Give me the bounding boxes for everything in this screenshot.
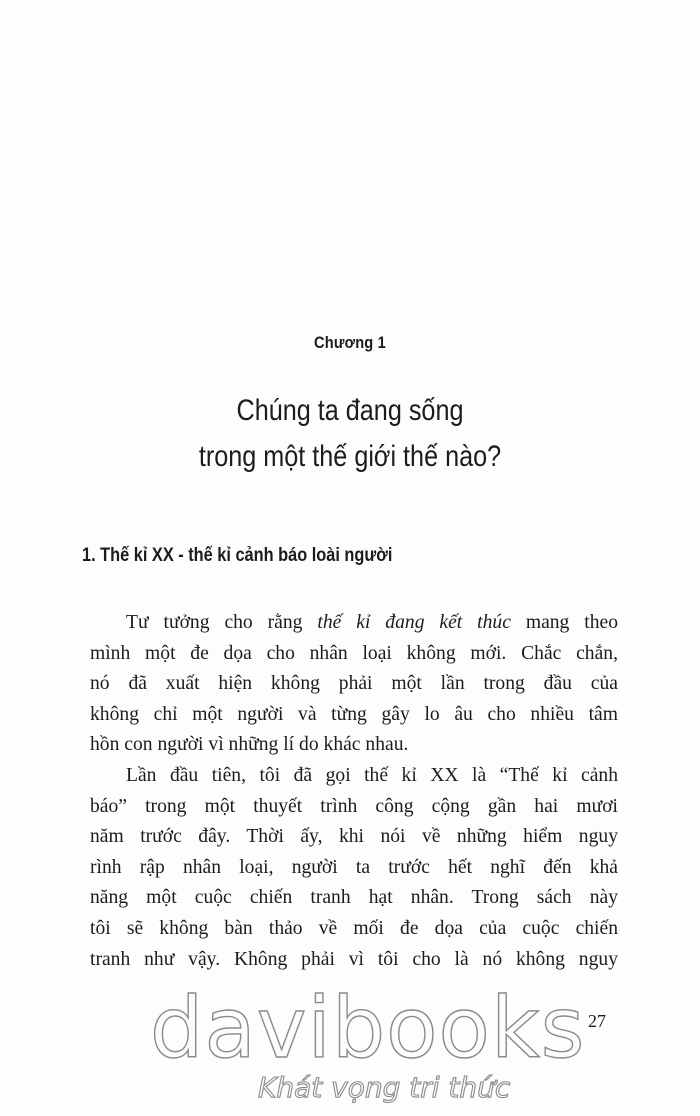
paragraph-line: năm trước đây. Thời ấy, khi nói về những hiểm nguy bbox=[90, 826, 618, 848]
watermark-logo: davibooks bbox=[150, 979, 586, 1077]
paragraph-line: tôi sẽ không bàn thảo về mối đe dọa của cuộc chiến bbox=[90, 917, 618, 939]
chapter-title bbox=[56, 388, 644, 480]
body-text bbox=[90, 608, 618, 975]
page-number: 27 bbox=[588, 1011, 606, 1031]
paragraph-line: nó đã xuất hiện không phải một lần trong đầu của bbox=[90, 673, 618, 695]
text-run: Tư tưởng cho rằng bbox=[126, 612, 318, 633]
paragraph-line: báo” trong một thuyết trình công cộng gần hai mươi bbox=[90, 795, 618, 817]
watermark-tagline: Khát vọng tri thức bbox=[258, 1071, 511, 1104]
chapter-label: Chương 1 bbox=[314, 333, 386, 352]
section-heading: 1. Thế kỉ XX - thế kỉ cảnh báo loài người bbox=[82, 545, 393, 566]
chapter-title-line: Chúng ta đang sống bbox=[236, 394, 464, 427]
paragraph-line: tranh như vậy. Không phải vì tôi cho là nó không nguy bbox=[90, 948, 618, 970]
paragraph-line bbox=[90, 608, 618, 639]
italic-text-run: thế kỉ đang kết thúc bbox=[317, 612, 511, 633]
paragraph-line: không chỉ một người và từng gây lo âu cho nhiều tâm bbox=[90, 703, 618, 725]
text-run: mang theo bbox=[510, 612, 619, 633]
paragraph-line: năng một cuộc chiến tranh hạt nhân. Trong sách này bbox=[90, 887, 618, 909]
paragraph-line: Lần đầu tiên, tôi đã gọi thế kỉ XX là “Thế kỉ cảnh bbox=[126, 764, 618, 786]
paragraph-line: rình rập nhân loại, người ta trước hết nghĩ đến khả bbox=[90, 856, 618, 878]
paragraph-line: mình một đe dọa cho nhân loại không mới. Chắc chắn, bbox=[90, 642, 618, 664]
paragraph-line: hồn con người vì những lí do khác nhau. bbox=[90, 734, 409, 756]
chapter-title-line: trong một thế giới thế nào? bbox=[198, 440, 502, 473]
